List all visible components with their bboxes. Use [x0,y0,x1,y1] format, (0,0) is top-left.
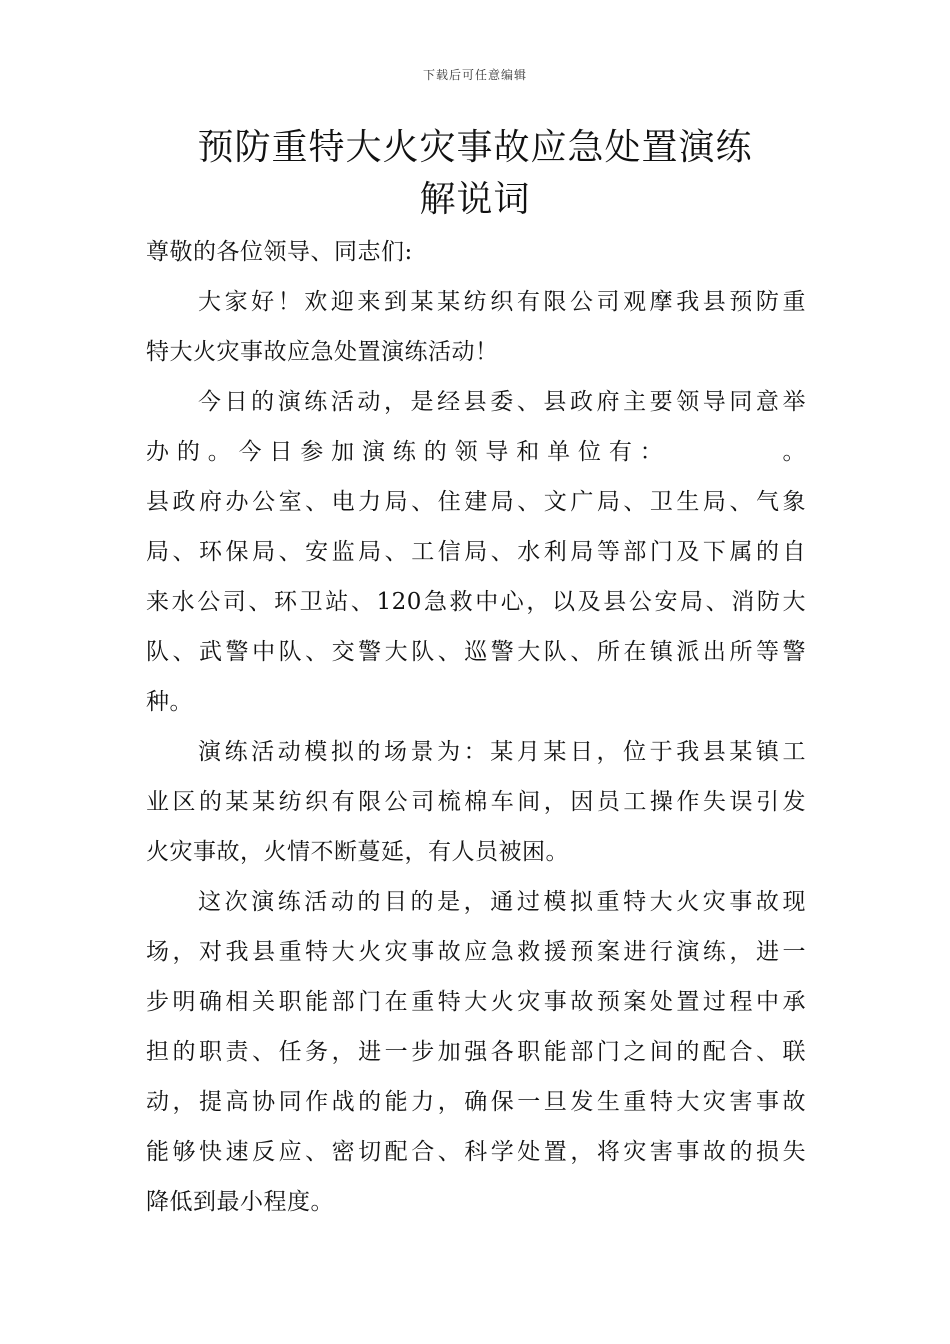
paragraph-3-line: 演练活动模拟的场景为：某月某日，位于我县某镇工 [198,739,806,765]
paragraph-2-line: 队、武警中队、交警大队、巡警大队、所在镇派出所等警 [146,639,806,665]
paragraph-2-line: 办的。今日参加演练的领导和单位有： 。 [146,439,806,465]
paragraph-2-line: 今日的演练活动，是经县委、县政府主要领导同意举 [198,389,806,415]
paragraph-3-line: 业区的某某纺织有限公司梳棉车间，因员工操作失误引发 [146,789,806,815]
paragraph-2-line: 种。 [146,689,193,715]
paragraph-4-line: 降低到最小程度。 [146,1189,334,1215]
paragraph-1-line: 特大火灾事故应急处置演练活动！ [146,339,499,365]
paragraph-4-line: 能够快速反应、密切配合、科学处置，将灾害事故的损失 [146,1139,806,1165]
document-title: 预防重特大火灾事故应急处置演练 [197,127,753,168]
paragraph-4-line: 担的职责、任务，进一步加强各职能部门之间的配合、联 [146,1039,806,1065]
paragraph-4-line: 场，对我县重特大火灾事故应急救援预案进行演练，进一 [146,939,806,965]
paragraph-4-line: 步明确相关职能部门在重特大火灾事故预案处置过程中承 [146,989,806,1015]
paragraph-2-line: 局、环保局、安监局、工信局、水利局等部门及下属的自 [146,539,806,565]
paragraph-1-line: 大家好！欢迎来到某某纺织有限公司观摩我县预防重 [198,289,806,315]
paragraph-2-line: 县政府办公室、电力局、住建局、文广局、卫生局、气象 [146,489,806,515]
header-note: 下载后可任意编辑 [422,68,527,82]
salutation: 尊敬的各位领导、同志们: [146,239,413,265]
paragraph-4-line: 这次演练活动的目的是，通过模拟重特大火灾事故现 [198,889,806,915]
paragraph-2-line: 来水公司、环卫站、120急救中心，以及县公安局、消防大 [146,589,806,615]
paragraph-3-line: 火灾事故，火情不断蔓延，有人员被困。 [146,839,569,865]
paragraph-4-line: 动，提高协同作战的能力，确保一旦发生重特大灾害事故 [146,1089,806,1115]
document-subtitle: 解说词 [419,179,531,220]
document-body [146,227,806,1227]
